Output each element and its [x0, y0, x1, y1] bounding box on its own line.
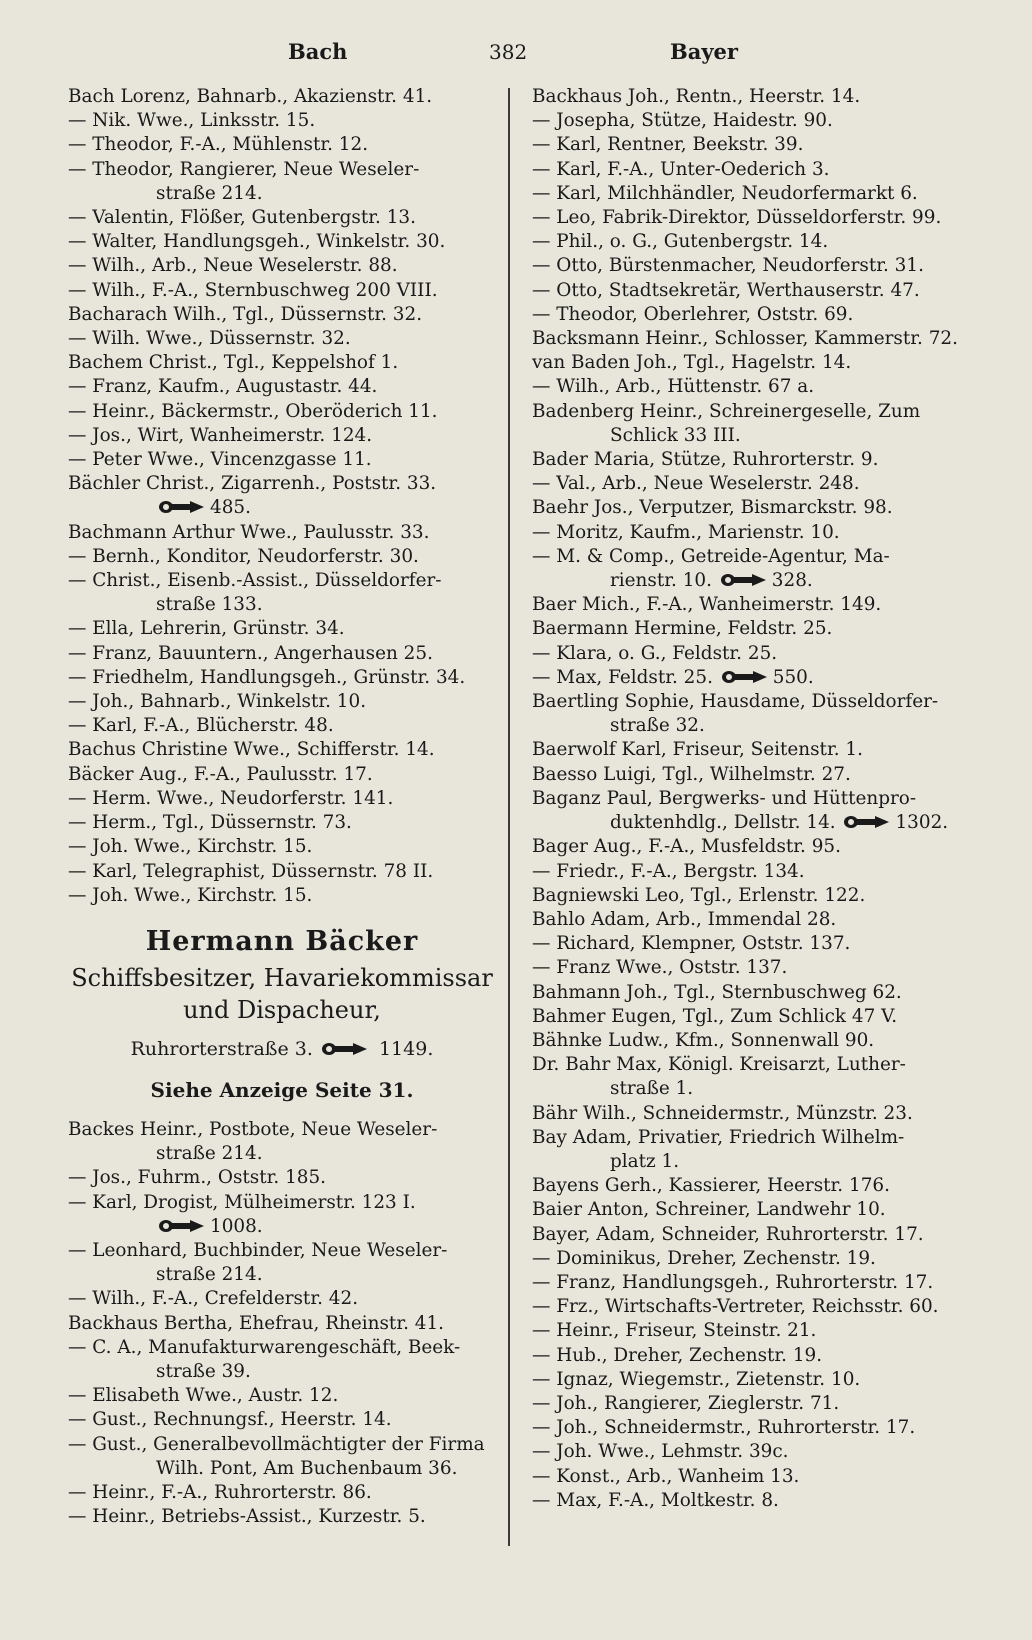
directory-entry: — Heinr., Betriebs-Assist., Kurzestr. 5. [68, 1506, 426, 1528]
directory-entry: — Christ., Eisenb.-Assist., Düsseldorfer- [68, 570, 442, 592]
directory-entry: — Hub., Dreher, Zechenstr. 19. [532, 1344, 823, 1366]
directory-entry: Bahmann Joh., Tgl., Sternbuschweg 62. [532, 981, 902, 1003]
directory-entry: Bahlo Adam, Arb., Immendal 28. [532, 908, 837, 930]
directory-entry: van Baden Joh., Tgl., Hagelstr. 14. [532, 352, 852, 374]
entry-text: rienstr. 10. [610, 570, 718, 592]
directory-entry: Bacharach Wilh., Tgl., Düssernstr. 32. [68, 303, 423, 325]
phone-number: 550. [772, 666, 814, 688]
directory-entry: Baertling Sophie, Hausdame, Düsseldorfer- [532, 691, 939, 713]
directory-entry: — Wilh., Arb., Hüttenstr. 67 a. [532, 376, 815, 398]
directory-entry: — Frz., Wirtschafts-Vertreter, Reichsstr. 60. [532, 1296, 939, 1318]
page-header [0, 32, 1032, 72]
directory-entry: Bachmann Arthur Wwe., Paulusstr. 33. [68, 521, 430, 543]
telephone-icon [321, 1042, 369, 1056]
directory-entry: — Karl, Drogist, Mülheimerstr. 123 I. [68, 1191, 416, 1213]
entry-continuation: Wilh. Pont, Am Buchenbaum 36. [156, 1457, 458, 1479]
left-entries-bottom [66, 1118, 498, 1529]
page-number: 382 [489, 40, 528, 64]
directory-entry: — Joh. Wwe., Kirchstr. 15. [68, 884, 313, 906]
column-divider [508, 88, 510, 1546]
directory-entry: — Joh., Bahnarb., Winkelstr. 10. [68, 691, 367, 713]
phone-number: 1008. [210, 1215, 263, 1237]
directory-entry: — Josepha, Stütze, Haidestr. 90. [532, 110, 833, 132]
directory-entry: Backhaus Bertha, Ehefrau, Rheinstr. 41. [68, 1312, 445, 1334]
directory-entry: — Leonhard, Buchbinder, Neue Weseler- [68, 1239, 448, 1261]
directory-entry: Baer Mich., F.-A., Wanheimerstr. 149. [532, 594, 882, 616]
directory-entry: Bäcker Aug., F.-A., Paulusstr. 17. [68, 763, 373, 785]
telephone-icon [843, 815, 891, 829]
directory-entry: Baehr Jos., Verputzer, Bismarckstr. 98. [532, 497, 893, 519]
directory-entry: Backes Heinr., Postbote, Neue Weseler- [68, 1118, 438, 1140]
directory-entry: — Klara, o. G., Feldstr. 25. [532, 642, 778, 664]
entry-continuation: straße 1. [610, 1078, 694, 1100]
directory-entry: — Heinr., F.-A., Ruhrorterstr. 86. [68, 1481, 372, 1503]
directory-entry: — M. & Comp., Getreide-Agentur, Ma- [532, 545, 890, 567]
directory-entry: Bähr Wilh., Schneidermstr., Münzstr. 23. [532, 1102, 913, 1124]
telephone-icon [158, 1219, 206, 1233]
directory-entry: Bachus Christine Wwe., Schifferstr. 14. [68, 739, 435, 761]
directory-entry: — Karl, Milchhändler, Neudorfermarkt 6. [532, 182, 918, 204]
telephone-icon [720, 573, 768, 587]
left-entries-top [66, 85, 498, 908]
directory-entry: — Wilh., F.-A., Crefelderstr. 42. [68, 1288, 359, 1310]
directory-entry: — Friedhelm, Handlungsgeh., Grünstr. 34. [68, 666, 466, 688]
header-first-name: Bach [288, 39, 348, 64]
directory-entry: Baesso Luigi, Tgl., Wilhelmstr. 27. [532, 763, 851, 785]
entry-continuation [530, 811, 970, 835]
entry-continuation: straße 133. [156, 594, 263, 616]
directory-entry: Backhaus Joh., Rentn., Heerstr. 14. [532, 86, 861, 107]
directory-entry: — Konst., Arb., Wanheim 13. [532, 1465, 800, 1487]
directory-entry: — Moritz, Kaufm., Marienstr. 10. [532, 521, 840, 543]
ad-address-line [66, 1032, 498, 1066]
directory-entry: — Bernh., Konditor, Neudorferstr. 30. [68, 545, 419, 567]
directory-entry: — Karl, F.-A., Blücherstr. 48. [68, 715, 334, 737]
directory-entry: — Franz, Bauuntern., Angerhausen 25. [68, 642, 433, 664]
entry-continuation: Schlick 33 III. [610, 424, 741, 446]
directory-entry: — Ella, Lehrerin, Grünstr. 34. [68, 618, 345, 640]
directory-entry: Bähnke Ludw., Kfm., Sonnenwall 90. [532, 1029, 875, 1051]
directory-entry: Bachem Christ., Tgl., Keppelshof 1. [68, 352, 399, 374]
directory-entry: Bagniewski Leo, Tgl., Erlenstr. 122. [532, 884, 866, 906]
directory-entry: Backsmann Heinr., Schlosser, Kammerstr. 72. [532, 328, 958, 350]
phone-number: 485. [210, 497, 251, 519]
directory-entry: — Wilh. Wwe., Düssernstr. 32. [68, 328, 351, 350]
entry-continuation: platz 1. [610, 1150, 680, 1172]
directory-entry: Baermann Hermine, Feldstr. 25. [532, 618, 833, 640]
phone-number: 1302. [895, 812, 949, 834]
directory-entry: Bächler Christ., Zigarrenh., Poststr. 33. [68, 473, 437, 495]
right-column [530, 85, 970, 1513]
ad-reference: Siehe Anzeige Seite 31. [150, 1077, 414, 1102]
directory-entry: — Theodor, F.-A., Mühlenstr. 12. [68, 134, 369, 156]
directory-entry: — Elisabeth Wwe., Austr. 12. [68, 1385, 339, 1407]
directory-entry: Bay Adam, Privatier, Friedrich Wilhelm- [532, 1126, 905, 1148]
directory-entry: — Ignaz, Wiegemstr., Zietenstr. 10. [532, 1368, 861, 1390]
directory-entry: — Richard, Klempner, Oststr. 137. [532, 933, 851, 955]
directory-entry: — Heinr., Friseur, Steinstr. 21. [532, 1320, 817, 1342]
entry-continuation: straße 39. [156, 1360, 251, 1382]
directory-entry: — Herm. Wwe., Neudorferstr. 141. [68, 787, 394, 809]
entry-continuation [66, 1215, 498, 1239]
directory-entry: Dr. Bahr Max, Königl. Kreisarzt, Luther- [532, 1054, 906, 1076]
directory-entry: — Gust., Rechnungsf., Heerstr. 14. [68, 1409, 392, 1431]
ad-name: Hermann Bäcker [145, 925, 419, 957]
directory-entry: — Karl, Telegraphist, Düssernstr. 78 II. [68, 860, 434, 882]
directory-entry: — Walter, Handlungsgeh., Winkelstr. 30. [68, 231, 446, 253]
entry-continuation: straße 214. [156, 182, 263, 204]
directory-entry: — Karl, Rentner, Beekstr. 39. [532, 134, 804, 156]
header-last-name: Bayer [670, 39, 738, 64]
directory-entry: — Jos., Wirt, Wanheimerstr. 124. [68, 424, 373, 446]
entry-continuation: straße 32. [610, 715, 705, 737]
directory-entry: — Jos., Fuhrm., Oststr. 185. [68, 1167, 327, 1189]
directory-entry: — Val., Arb., Neue Weselerstr. 248. [532, 473, 860, 495]
directory-entry: — Wilh., Arb., Neue Weselerstr. 88. [68, 255, 398, 277]
entry-continuation: straße 214. [156, 1143, 263, 1165]
directory-entry: — Franz Wwe., Oststr. 137. [532, 957, 788, 979]
directory-entry: — Valentin, Flößer, Gutenbergstr. 13. [68, 207, 416, 229]
directory-entry: — Otto, Bürstenmacher, Neudorferstr. 31. [532, 255, 924, 277]
directory-entry: Bahmer Eugen, Tgl., Zum Schlick 47 V. [532, 1005, 898, 1027]
entry-text: — Max, Feldstr. 25. [532, 666, 719, 688]
directory-entry: — Theodor, Oberlehrer, Oststr. 69. [532, 303, 854, 325]
directory-entry: — Dominikus, Dreher, Zechenstr. 19. [532, 1247, 876, 1269]
directory-entry: — Leo, Fabrik-Direktor, Düsseldorferstr. 99. [532, 207, 942, 229]
directory-entry: — Heinr., Bäckermstr., Oberöderich 11. [68, 400, 438, 422]
directory-entry: — Joh. Wwe., Lehmstr. 39c. [532, 1441, 789, 1463]
ad-profession-2: und Dispacheur, [183, 995, 381, 1024]
directory-entry: — Herm., Tgl., Düssernstr. 73. [68, 812, 352, 834]
entry-continuation: straße 214. [156, 1264, 263, 1286]
phone-number: 328. [771, 570, 813, 592]
directory-entry: — Franz, Kaufm., Augustastr. 44. [68, 376, 378, 398]
directory-entry: Baerwolf Karl, Friseur, Seitenstr. 1. [532, 739, 863, 761]
directory-entry: — Peter Wwe., Vincenzgasse 11. [68, 449, 372, 471]
directory-entry: Badenberg Heinr., Schreinergeselle, Zum [532, 400, 921, 422]
directory-entry: Bader Maria, Stütze, Ruhrorterstr. 9. [532, 449, 879, 471]
directory-entry: Bayens Gerh., Kassierer, Heerstr. 176. [532, 1175, 890, 1197]
directory-entry: — Max, F.-A., Moltkestr. 8. [532, 1489, 779, 1511]
advertisement [66, 922, 498, 1108]
left-column [66, 85, 498, 1529]
directory-entry: — C. A., Manufakturwarengeschäft, Beek- [68, 1336, 461, 1358]
directory-entry: Baganz Paul, Bergwerks- und Hüttenpro- [532, 787, 917, 809]
directory-entry: — Joh. Wwe., Kirchstr. 15. [68, 836, 313, 858]
entry-text: duktenhdlg., Dellstr. 14. [610, 812, 842, 834]
directory-entry: — Nik. Wwe., Linksstr. 15. [68, 110, 316, 132]
entry-continuation [530, 569, 970, 593]
directory-entry: Bager Aug., F.-A., Musfeldstr. 95. [532, 836, 841, 858]
right-entries [530, 85, 970, 1513]
directory-entry [530, 666, 970, 690]
directory-entry: Bayer, Adam, Schneider, Ruhrorterstr. 17. [532, 1223, 924, 1245]
telephone-icon [721, 670, 769, 684]
directory-entry: — Otto, Stadtsekretär, Werthauserstr. 47. [532, 279, 920, 301]
directory-entry: — Karl, F.-A., Unter-Oederich 3. [532, 158, 830, 180]
directory-entry: — Wilh., F.-A., Sternbuschweg 200 VIII. [68, 279, 438, 301]
directory-entry: Bach Lorenz, Bahnarb., Akazienstr. 41. [68, 86, 433, 107]
ad-address: Ruhrorterstraße 3. [130, 1037, 313, 1060]
ad-phone: 1149. [378, 1037, 434, 1060]
ad-profession: Schiffsbesitzer, Havariekommissar [71, 963, 493, 992]
directory-entry: — Franz, Handlungsgeh., Ruhrorterstr. 17. [532, 1271, 934, 1293]
directory-entry: Baier Anton, Schreiner, Landwehr 10. [532, 1199, 886, 1221]
directory-entry: — Phil., o. G., Gutenbergstr. 14. [532, 231, 829, 253]
entry-continuation [66, 496, 498, 520]
directory-entry: — Joh., Rangierer, Zieglerstr. 71. [532, 1392, 840, 1414]
directory-entry: — Gust., Generalbevollmächtigter der Firma [68, 1433, 485, 1455]
directory-entry: — Theodor, Rangierer, Neue Weseler- [68, 158, 420, 180]
directory-entry: — Joh., Schneidermstr., Ruhrorterstr. 17. [532, 1417, 916, 1439]
telephone-icon [158, 500, 206, 514]
directory-entry: — Friedr., F.-A., Bergstr. 134. [532, 860, 805, 882]
